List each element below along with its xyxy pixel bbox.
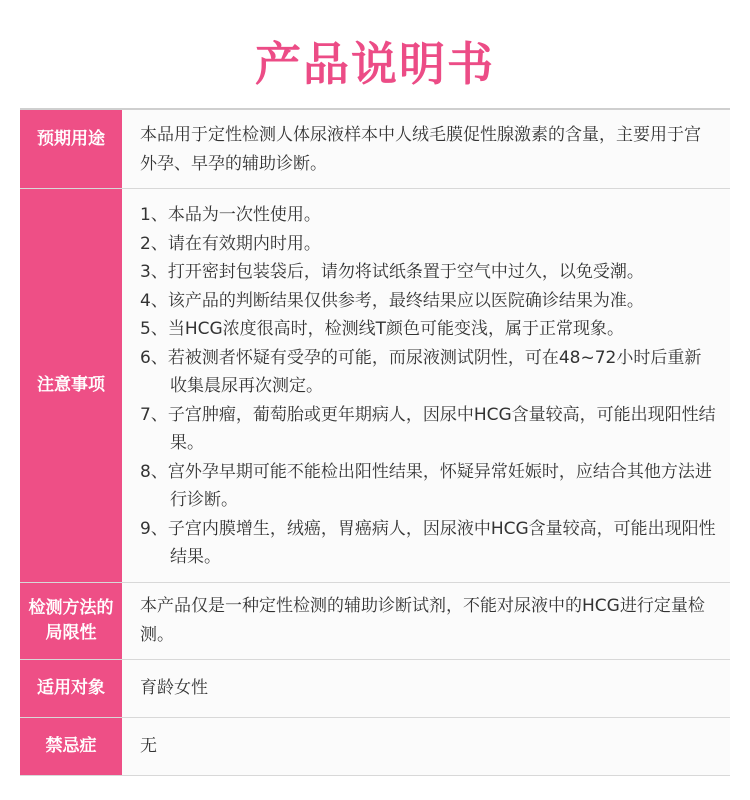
row-label-contraindications: 禁忌症: [20, 718, 122, 775]
row-intended-use: [20, 110, 730, 189]
precaution-item-8: 8、宫外孕早期可能不能检出阳性结果，怀疑异常妊娠时，应结合其他方法进行诊断。: [140, 461, 712, 510]
row-target-users: [20, 660, 730, 718]
row-method-limitations: [20, 583, 730, 660]
row-content-intended-use: 本品用于定性检测人体尿液样本中人绒毛膜促性腺激素的含量，主要用于宫外孕、早孕的辅助诊断。: [122, 110, 730, 188]
precaution-item-4: 4、该产品的判断结果仅供参考，最终结果应以医院确诊结果为准。: [140, 290, 644, 311]
row-precautions: [20, 189, 730, 583]
row-content-contraindications: 无: [122, 718, 730, 775]
precaution-item-1: 1、本品为一次性使用。: [140, 205, 321, 225]
page-title: 产品说明书: [255, 37, 495, 91]
row-label-precautions: 注意事项: [20, 189, 122, 582]
row-label-target-users: 适用对象: [20, 660, 122, 717]
precaution-item-7: 7、子宫肿瘤，葡萄胎或更年期病人，因尿中HCG含量较高，可能出现阳性结果。: [140, 404, 716, 453]
row-label-method-limitations: 检测方法的局限性: [20, 583, 122, 659]
instruction-table: [20, 108, 730, 776]
row-content-target-users: 育龄女性: [122, 660, 730, 717]
precaution-item-5: 5、当HCG浓度很高时，检测线T颜色可能变浅，属于正常现象。: [140, 319, 625, 339]
precaution-item-6: 6、若被测者怀疑有受孕的可能，而尿液测试阴性，可在48~72小时后重新收集晨尿再次测定。: [140, 347, 702, 396]
precaution-item-2: 2、请在有效期内时用。: [140, 233, 321, 254]
precaution-item-3: 3、打开密封包装袋后，请勿将试纸条置于空气中过久，以免受潮。: [140, 262, 644, 282]
precaution-item-9: 9、子宫内膜增生，绒癌，胃癌病人，因尿液中HCG含量较高，可能出现阳性结果。: [140, 518, 716, 567]
row-content-precautions: [122, 189, 730, 582]
row-content-method-limitations: 本产品仅是一种定性检测的辅助诊断试剂，不能对尿液中的HCG进行定量检测。: [122, 583, 730, 659]
row-label-intended-use: 预期用途: [20, 110, 122, 188]
row-contraindications: [20, 718, 730, 776]
